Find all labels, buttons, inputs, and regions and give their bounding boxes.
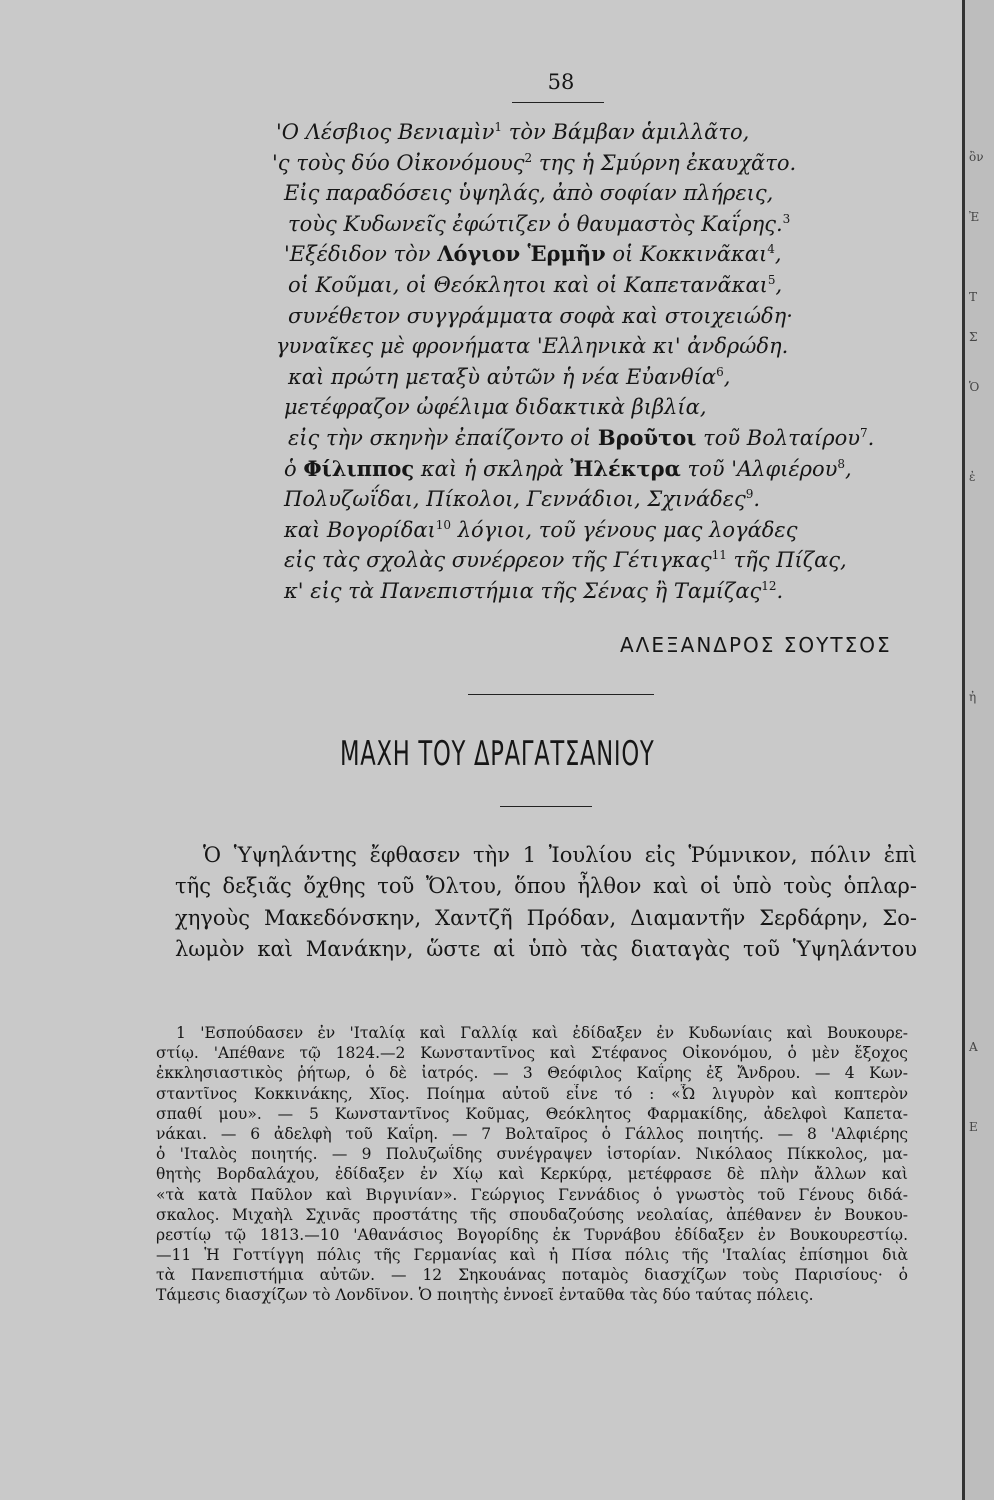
body-line: τῆς δεξιᾶς ὄχθης τοῦ Ὄλτου, ὅπου ἦλθον καὶ οἱ ὑπὸ τοὺς ὁπλαρ- [175, 874, 917, 899]
footnote-line: νάκαι. — 6 ἀδελφὴ τοῦ Καΐρη. — 7 Βολταῖρος ὁ Γάλλος ποιητής. — 8 'Αλφιέρης [156, 1124, 908, 1143]
footnote-line: ρεστίῳ τῷ 1813.—10 'Αθανάσιος Βογορίδης ἐκ Τυρνάβου ἐδίδαξεν ἐν Βουκουρεστίῳ. [156, 1225, 908, 1244]
edge-fragment: Ἐ [969, 210, 980, 224]
poem [272, 117, 952, 607]
footnote-marker: 3 [782, 211, 791, 226]
footnote-marker: 8 [837, 456, 846, 471]
footnote-line: σκαλος. Μιχαὴλ Σχινᾶς προστάτης τῆς σπουδαζούσης νεολαίας, ἀπέθανεν ἐν Βουκου- [156, 1205, 908, 1224]
edge-fragment: ὂν [969, 150, 984, 164]
edge-fragment: Ὁ [969, 380, 980, 394]
footnote-line: —11 Ἡ Γοττίγγη πόλις τῆς Γερμανίας καὶ ἡ Πίσα πόλις τῆς 'Ιταλίας ἐπίσημοι διὰ [156, 1246, 908, 1265]
poem-line: γυναῖκες μὲ φρονήματα 'Ελληνικὰ κι' ἀνδρώδη. [276, 334, 789, 359]
footnote-line: σπαθί μου». — 5 Κωνσταντῖνος Κοῦμας, Θεόκλητος Φαρμακίδης, ἀδελφοὶ Καπετα- [156, 1104, 908, 1123]
bold-title: Φίλιππος [303, 455, 415, 481]
header-rule [512, 102, 604, 103]
poem-line: 'Εξέδιδον τὸν Λόγιον Ἑρμῆν οἱ Κοκκινᾶκαι$^4$, [284, 241, 782, 267]
poem-line: κ' εἰς τὰ Πανεπιστήμια τῆς Σένας ἢ Ταμίζας$^{12}$. [284, 578, 784, 603]
footnote-line: 1 'Εσπούδασεν ἐν 'Ιταλίᾳ καὶ Γαλλίᾳ καὶ ἐδίδαξεν ἐν Κυδωνίαις καὶ Βουκουρε- [176, 1024, 908, 1042]
edge-fragment: Ε [969, 1120, 978, 1134]
title-underline [500, 806, 592, 807]
footnote-marker: 6 [716, 364, 724, 379]
body-line: Ὁ Ὑψηλάντης ἔφθασεν τὴν 1 Ἰουλίου εἰς Ῥύμνικον, πόλιν ἐπὶ [203, 843, 917, 867]
bold-title: Λόγιον Ἑρμῆν [437, 241, 606, 267]
footnote-marker: 10 [435, 517, 452, 532]
body-line: λωμὸν καὶ Μανάκην, ὥστε αἱ ὑπὸ τὰς διαταγὰς τοῦ Ὑψηλάντου [175, 936, 917, 961]
edge-fragment: ἐ [969, 470, 976, 484]
poem-line: εἰς τὴν σκηνὴν ἐπαίζοντο οἱ Βροῦτοι τοῦ Βολταίρου$^7$. [288, 424, 875, 450]
edge-fragment: Τ [969, 290, 978, 304]
poem-line: 'ς τοὺς δύο Οἰκονόμους$^2$ της ἡ Σμύρνη ἐκαυχᾶτο. [272, 150, 797, 175]
poem-line: εἰς τὰς σχολὰς συνέρρεον τῆς Γέτιγκας$^{11}$ τῆς Πίζας, [284, 548, 847, 573]
poem-line: ὁ Φίλιππος καὶ ἡ σκληρὰ Ἠλέκτρα τοῦ 'Αλφιέρου$^8$, [284, 455, 852, 481]
poem-line: Εἰς παραδόσεις ὑψηλάς, ἀπὸ σοφίαν πλήρεις, [284, 181, 774, 206]
footnote-marker: 9 [745, 487, 754, 502]
footnote-line: σταντῖνος Κοκκινάκης, Χῖος. Ποίημα αὐτοῦ εἶνε τό : «Ὦ λιγυρὸν καὶ κοπτερὸν [156, 1084, 908, 1103]
edge-fragment: Α [969, 1040, 978, 1054]
facing-page-edge [962, 0, 994, 1500]
footnote-line: «τὰ κατὰ Παῦλον καὶ Βιργινίαν». Γεώργιος Γεννάδιος ὁ γνωστὸς τοῦ Γένους διδά- [156, 1185, 908, 1204]
footnote-marker: 11 [711, 548, 727, 563]
poem-line: 'Ο Λέσβιος Βενιαμὶν$^1$ τὸν Βάμβαν ἁμιλλᾶτο, [276, 120, 750, 144]
bold-title: Βροῦτοι [597, 424, 697, 450]
footnote-line: τὰ Πανεπιστήμια αὐτῶν. — 12 Σηκουάνας ποταμὸς διασχίζων τοὺς Παρισίους· ὁ [156, 1266, 908, 1285]
body-line: χηγοὺς Μακεδόνσκην, Χαντζῆ Πρόδαν, Διαμαντῆν Σερδάρην, Σο- [175, 905, 917, 930]
poem-line: Πολυζωΐδαι, Πίκολοι, Γεννάδιοι, Σχινάδες$^9$. [284, 487, 761, 512]
footnote-line: ἐκκλησιαστικὸς ῥήτωρ, ὁ δὲ ἰατρός. — 3 Θεόφιλος Καΐρης ἐξ Ἄνδρου. — 4 Κων- [156, 1064, 908, 1083]
footnote-marker: 2 [524, 150, 533, 165]
footnote-line: Τάμεσις διασχίζων τὸ Λονδῖνον. Ὁ ποιητὴς ἐννοεῖ ἐνταῦθα τὰς δύο ταύτας πόλεις. [156, 1286, 814, 1305]
edge-fragment: ἠ [969, 690, 977, 704]
footnote-marker: 7 [859, 425, 868, 440]
poem-line: συνέθετον συγγράμματα σοφὰ καὶ στοιχειώδη· [288, 303, 793, 328]
footnote-marker: 4 [767, 242, 775, 257]
page-number: 58 [547, 70, 575, 94]
bold-title: Ἠλέκτρα [570, 455, 681, 481]
edge-fragment: Σ [969, 330, 978, 344]
poem-line: μετέφραζον ὠφέλιμα διδακτικὰ βιβλία, [284, 395, 707, 420]
poem-line: οἱ Κοῦμαι, οἱ Θεόκλητοι καὶ οἱ Καπετανᾶκαι$^5$, [288, 272, 783, 297]
poem-line: καὶ πρώτη μεταξὺ αὐτῶν ἡ νέα Εὐανθία$^6$, [288, 364, 731, 389]
footnote-line: στίῳ. 'Απέθανε τῷ 1824.—2 Κωνσταντῖνος καὶ Στέφανος Οἰκονόμου, ὁ μὲν ἔξοχος [156, 1044, 908, 1063]
footnote-line: ὁ 'Ιταλὸς ποιητής. — 9 Πολυζωΐδης συνέγραψεν ἱστορίαν. Νικόλαος Πίκκολος, μα- [156, 1145, 908, 1164]
section-title: ΜΑΧΗ ΤΟΥ ΔΡΑΓΑΤΣΑΝΙΟΥ [340, 734, 655, 774]
section-divider [468, 694, 654, 695]
body-text [175, 840, 917, 965]
footnote-line: θητὴς Βορδαλάχου, ἐδίδαξεν ἐν Χίῳ καὶ Κερκύρᾳ, μετέφρασε δὲ πλὴν ἄλλων καὶ [156, 1165, 908, 1184]
poem-line: τοὺς Κυδωνεῖς ἐφώτιζεν ὁ θαυμαστὸς Καΐρης.$^3$ [288, 211, 791, 236]
footnote-marker: 1 [494, 120, 503, 134]
poem-signature: ΑΛΕΞΑΝΔΡΟΣ ΣΟΥΤΣΟΣ [620, 633, 892, 657]
footnote-marker: 5 [767, 272, 776, 287]
poem-line: καὶ Βογορίδαι$^{10}$ λόγιοι, τοῦ γένους μας λογάδες [284, 517, 798, 542]
footnotes [156, 1023, 908, 1306]
footnote-marker: 12 [761, 578, 777, 593]
